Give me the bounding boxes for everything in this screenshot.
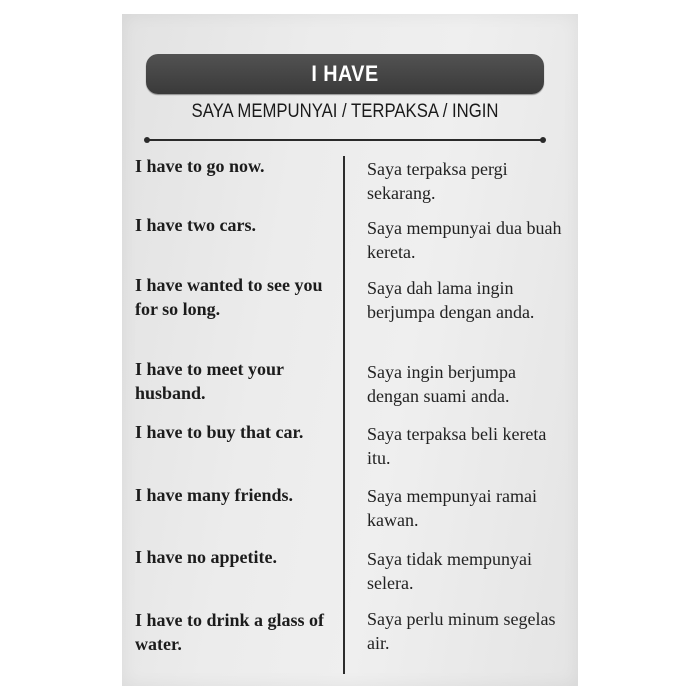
- malay-translation: Saya perlu minum segelas air.: [367, 609, 556, 653]
- rule-dot-right: [540, 137, 546, 143]
- english-phrase: I have to drink a glass of water.: [135, 610, 325, 654]
- page-subtitle: SAYA MEMPUNYAI / TERPAKSA / INGIN: [191, 101, 499, 122]
- malay-translation: Saya tidak mempunyai selera.: [367, 549, 532, 593]
- english-phrase: I have to meet your husband.: [135, 359, 284, 403]
- malay-translation: Saya mempunyai dua buah kereta.: [367, 218, 562, 262]
- book-page: [122, 14, 578, 686]
- english-phrase: I have to go now.: [135, 156, 265, 176]
- malay-translation: Saya dah lama ingin berjumpa dengan anda.: [367, 278, 535, 322]
- english-phrase: I have two cars.: [135, 215, 256, 235]
- english-phrase: I have no appetite.: [135, 547, 278, 567]
- malay-translation: Saya mempunyai ramai kawan.: [367, 486, 537, 530]
- title-banner: [146, 54, 544, 94]
- malay-translation: Saya terpaksa pergi sekarang.: [367, 159, 508, 203]
- column-divider: [343, 156, 345, 674]
- page-title: I HAVE: [311, 61, 379, 86]
- rule-dot-left: [144, 137, 150, 143]
- english-phrase: I have many friends.: [135, 485, 294, 505]
- english-phrase: I have to buy that car.: [135, 422, 304, 442]
- english-phrase: I have wanted to see you for so long.: [135, 275, 323, 319]
- header-rule: [146, 139, 544, 141]
- malay-translation: Saya terpaksa beli kereta itu.: [367, 424, 547, 468]
- malay-translation: Saya ingin berjumpa dengan suami anda.: [367, 362, 516, 406]
